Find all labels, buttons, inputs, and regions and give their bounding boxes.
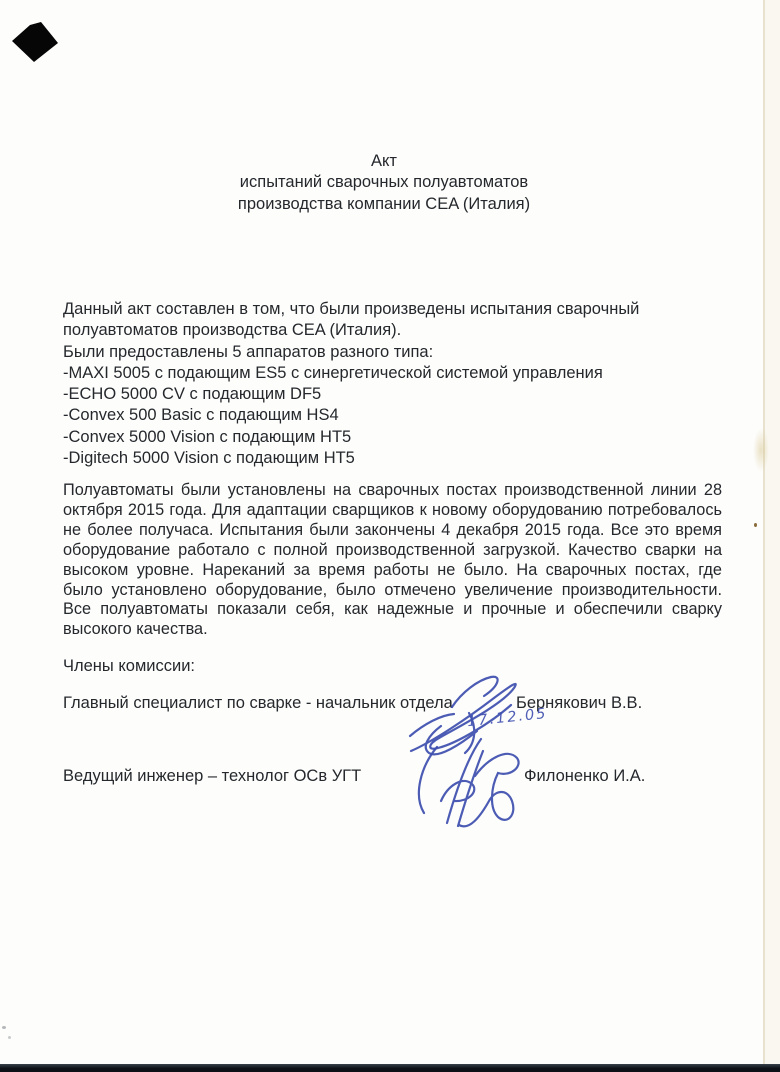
scan-smudge [753,428,769,472]
title-line-1: Акт [371,152,397,170]
scan-corner-blot [0,0,80,80]
scan-right-edge-strip [765,0,780,1072]
scan-speck [754,523,757,527]
intro-line: полуавтоматов производства CEA (Италия). [63,321,402,340]
signatory-1-role: Главный специалист по сварке - начальник отдела [63,694,453,712]
equipment-item: -ECHO 5000 CV с подающим DF5 [63,385,322,404]
equipment-item: -Convex 5000 Vision с подающим HT5 [63,427,352,446]
signatory-2-name: Филоненко И.А. [524,767,646,785]
intro-line: Данный акт составлен в том, что были произведены испытания сварочный [63,300,640,318]
intro-paragraph [63,299,725,469]
equipment-item: -Convex 500 Basic с подающим HS4 [63,406,339,425]
scan-bottom-bar [0,1064,780,1072]
title-line-3: производства компании CEA (Италия) [237,194,531,213]
equipment-item: -Digitech 5000 Vision с подающим HT5 [63,449,355,468]
signature-1-ink [410,677,516,755]
equipment-list [63,363,725,469]
document-title [63,151,705,215]
scan-right-edge-line [763,0,765,1072]
title-line-2: испытаний сварочных полуавтоматов [239,173,529,192]
body-paragraph: Полуавтоматы были установлены на сварочных постах производственной линии 28 октября 2015 года. Для адаптации сварщиков к новому оборудованию потребовалось не более получаса. Испытания были закончены 4 декабря 2015 года. Все это время оборудование работало с полной производственной загрузкой. Качество сварки на высоком уровне. Нареканий за время работы не было. На сварочных постах, где было установлено оборудование, было отмечено увеличение производительности. Все полуавтоматы показали себя, как надежные и прочные и обеспечили сварку высокого качества. [63,481,722,639]
signatory-2-role: Ведущий инженер – технолог ОСв УГТ [63,767,362,785]
scan-speck [2,1026,6,1029]
equipment-item: -MAXI 5005 с подающим ES5 с синергетической системой управления [63,363,603,382]
commission-heading: Члены комиссии: [63,657,196,675]
intro-line: Были предоставлены 5 аппаратов разного типа: [63,342,434,361]
signatory-1-name: Бернякович В.В. [516,694,643,712]
signature-2-ink [419,739,519,826]
signatures-ink [400,665,560,840]
scan-speck [8,1036,11,1039]
handwritten-date: 17.12.05 [466,705,549,731]
